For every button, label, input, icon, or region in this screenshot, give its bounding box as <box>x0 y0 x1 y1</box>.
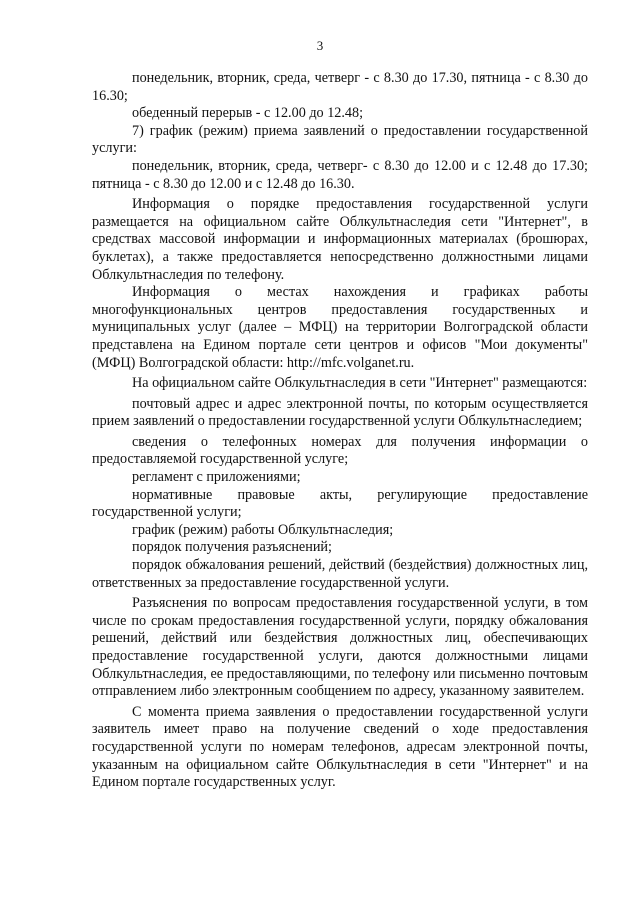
paragraph-schedule-weekdays: понедельник, вторник, среда, четверг - с 8.30 до 17.30, пятница - с 8.30 до 16.30; <box>92 70 588 104</box>
list-item-regulation: регламент с приложениями; <box>132 469 301 486</box>
paragraph-reception-schedule: понедельник, вторник, среда, четверг- с 8.30 до 12.00 и с 12.48 до 17.30; пятница - с 8.30 до 12.00 и с 12.48 до 16.30. <box>92 157 588 192</box>
list-item-clarifications: порядок получения разъяснений; <box>132 539 332 556</box>
paragraph-clarifications: Разъяснения по вопросам предоставления государственной услуги, в том числе по срокам предоставления государственной услуги, порядку обжалования решений, действий или бездействия должностных лиц, обеспечивающих предоставление государственной услуги, даются должностными лицами Облкультнаследия, ее предоставляющими, по телефону или письменно почтовым отправлением либо электронным сообщением по адресу, указанному заявителем. <box>92 595 588 700</box>
list-item-phone-numbers: сведения о телефонных номерах для получения информации о предоставляемой государственной услуге; <box>92 433 588 468</box>
paragraph-site-posts: На официальном сайте Облкультнаследия в сети "Интернет" размещаются: <box>132 375 588 392</box>
paragraph-mfc-info: Информация о местах нахождения и графиках работы многофункциональных центров предоставления государственных и муниципальных услуг (далее – МФЦ) на территории Волгоградской области представлена на Едином портале сети центров и офисов "Мои документы" (МФЦ) Волгоградской области: http://mfc.volganet.ru. <box>92 284 588 371</box>
list-item-legal-acts: нормативные правовые акты, регулирующие предоставление государственной услуги; <box>92 486 588 521</box>
paragraph-status-info: С момента приема заявления о предоставлении государственной услуги заявитель имеет право на получение сведений о ходе предоставления государственной услуги по номерам телефонов, адресам электронной почты, указанным на официальном сайте Облкультнаследия в сети "Интернет" и на Едином портале государственных услуг. <box>92 703 588 791</box>
paragraph-lunch-break: обеденный перерыв - с 12.00 до 12.48; <box>132 105 364 122</box>
paragraph-reception-schedule-heading: 7) график (режим) приема заявлений о предоставлении государственной услуги: <box>92 122 588 157</box>
list-item-appeal-procedure: порядок обжалования решений, действий (бездействия) должностных лиц, ответственных за предоставление государственной услуги. <box>92 557 588 591</box>
paragraph-info-order: Информация о порядке предоставления государственной услуги размещается на официальном сайте Облкультнаследия сети "Интернет", в средствах массовой информации и информационных материалах (брошюрах, буклетах), а также предоставляется непосредственно должностными лицами Облкультнаследия по телефону. <box>92 196 588 283</box>
document-body <box>92 70 588 792</box>
list-item-postal-address: почтовый адрес и адрес электронной почты, по которым осуществляется прием заявлений о предоставлении государственной услуги Облкультнаследием; <box>92 395 588 430</box>
page-number: 3 <box>316 38 324 53</box>
list-item-work-schedule: график (режим) работы Облкультнаследия; <box>132 521 394 538</box>
